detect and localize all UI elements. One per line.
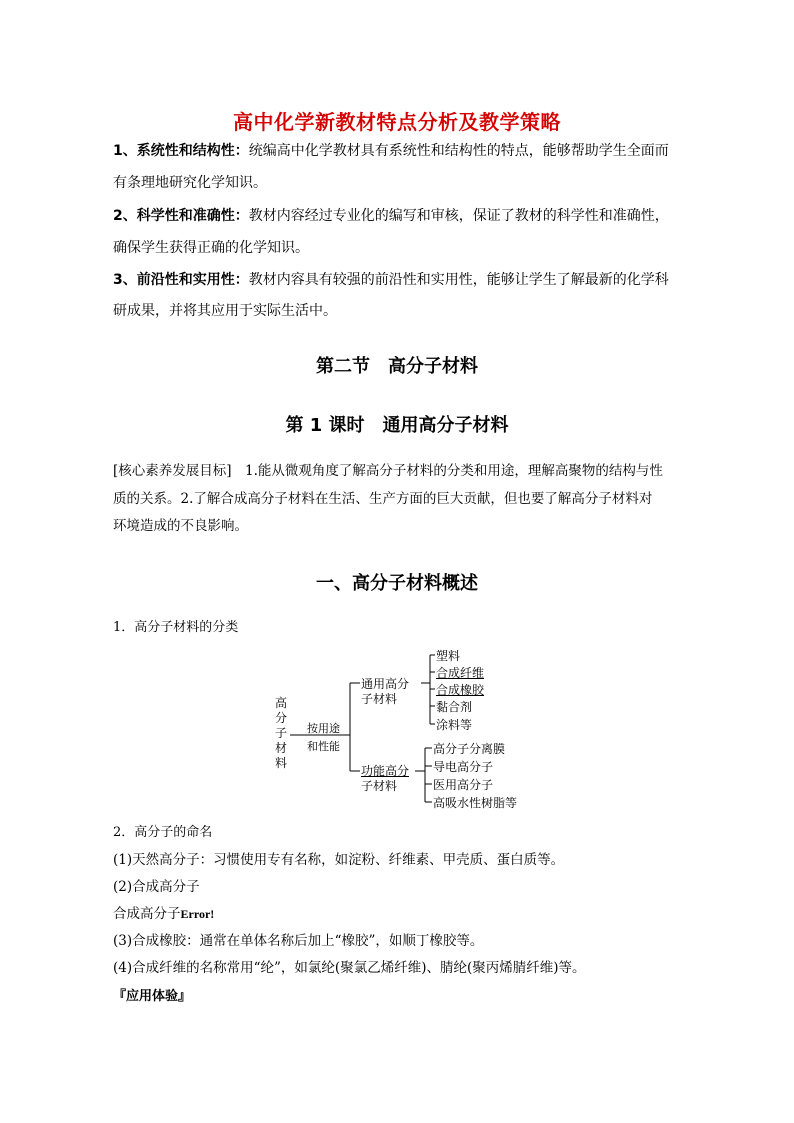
part-heading: 一、高分子材料概述 (316, 573, 478, 594)
root-char: 料 (274, 756, 287, 770)
point-2-label: 2、科学性和准确性： (113, 208, 249, 224)
functional-item: 高吸水性树脂等 (433, 796, 518, 810)
functional-item: 医用高分子 (433, 778, 494, 792)
root-char: 高 (274, 696, 287, 710)
classification-diagram (260, 644, 540, 814)
point-3-line-2: 研成果，并将其应用于实际生活中。 (113, 303, 337, 319)
root-char: 分 (274, 711, 287, 725)
branch-general-line-2: 子材料 (361, 692, 398, 706)
error-prefix: 合成高分子 (113, 906, 181, 922)
root-char: 材 (274, 741, 287, 755)
point-3-label: 3、前沿性和实用性： (113, 272, 249, 288)
point-3-text: 教材内容具有较强的前沿性和实用性，能够让学生了解最新的化学科 (248, 272, 669, 288)
naming-error-line (113, 904, 214, 924)
subheading-naming: 2．高分子的命名 (113, 825, 213, 840)
naming-line-1: (1)天然高分子：习惯使用专有名称，如淀粉、纤维素、甲壳质、蛋白质等。 (113, 852, 565, 868)
general-item: 合成纤维 (436, 666, 485, 680)
apply-label: 『应用体验』 (113, 989, 192, 1004)
general-item: 塑料 (436, 649, 461, 663)
naming-line-4: (4)合成纤维的名称常用“纶”，如氯纶(聚氯乙烯纤维)、腈纶(聚丙烯腈纤维)等。 (113, 960, 586, 976)
general-item: 黏合剂 (436, 700, 473, 714)
point-1-text: 统编高中化学教材具有系统性和结构性的特点，能够帮助学生全面而 (248, 143, 669, 159)
point-1-line-1 (113, 141, 669, 161)
edge-label-top: 按用途 (307, 722, 340, 735)
diagram-root (274, 696, 288, 771)
goals-line-2: 质的关系。2.了解合成高分子材料在生活、生产方面的巨大贡献，但也要了解高分子材料对 (113, 491, 653, 507)
branch-functional-line-1: 功能高分 (361, 764, 410, 778)
lesson-heading: 第 1 课时 通用高分子材料 (285, 415, 509, 436)
goals-line-3: 环境造成的不良影响。 (113, 518, 248, 534)
point-2-line-1 (113, 206, 669, 226)
root-char: 子 (274, 726, 287, 740)
point-2-text: 教材内容经过专业化的编写和审核，保证了教材的科学性和准确性， (248, 208, 669, 224)
functional-item: 高分子分离膜 (433, 742, 506, 756)
edge-label-bottom: 和性能 (307, 740, 340, 753)
point-1-label: 1、系统性和结构性： (113, 143, 249, 159)
diagram-lines (260, 644, 540, 814)
point-3-line-1 (113, 270, 669, 290)
subheading-classification: 1．高分子材料的分类 (113, 620, 239, 635)
functional-item: 导电高分子 (433, 760, 494, 774)
section-heading: 第二节 高分子材料 (316, 356, 478, 377)
point-1-line-2: 有条理地研究化学知识。 (113, 175, 267, 191)
naming-line-2: (2)合成高分子 (113, 879, 200, 895)
naming-line-3: (3)合成橡胶：通常在单体名称后加上“橡胶”，如顺丁橡胶等。 (113, 933, 484, 949)
document-title: 高中化学新教材特点分析及教学策略 (233, 110, 561, 134)
point-2-line-2: 确保学生获得正确的化学知识。 (113, 240, 309, 256)
branch-general-line-1: 通用高分 (361, 677, 410, 691)
general-item: 合成橡胶 (436, 683, 485, 697)
general-item: 涂料等 (436, 718, 473, 732)
error-text: Error! (180, 907, 215, 921)
goals-line-1: [核心素养发展目标] 1.能从微观角度了解高分子材料的分类和用途，理解高聚物的结构与性 (113, 463, 663, 479)
branch-functional-line-2: 子材料 (361, 779, 398, 793)
